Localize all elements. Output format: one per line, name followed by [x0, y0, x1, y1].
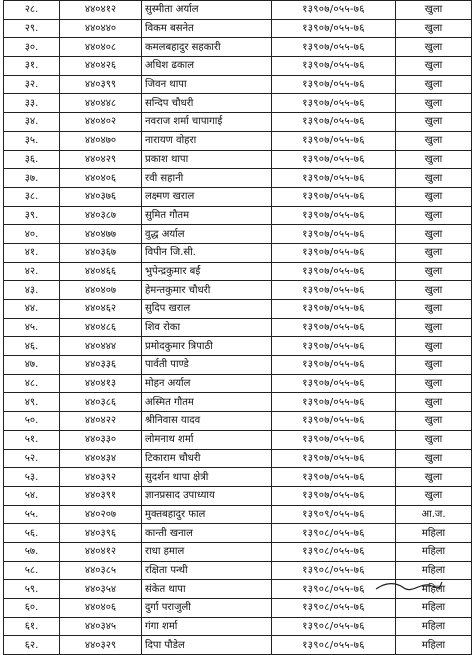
category-cell: खुला [396, 486, 472, 505]
roll-number-cell: ४४०४२६ [60, 57, 142, 76]
roll-number-cell: ४४०४२२ [60, 412, 142, 431]
category-cell: खुला [396, 75, 472, 94]
category-cell: खुला [396, 393, 472, 412]
code-number-cell: १३९०७/०५५-७६ [272, 57, 396, 76]
table-row [4, 131, 472, 150]
results-table-body [4, 1, 472, 655]
roll-number-cell: ४४०४४४ [60, 337, 142, 356]
table-row [4, 300, 472, 319]
code-number-cell: १३९०७/०५५-७६ [272, 262, 396, 281]
candidate-name-cell: टिकाराम चौधरी [142, 449, 272, 468]
candidate-name-cell: दिपा पौडेल [142, 636, 272, 655]
serial-number-cell: ३१. [4, 57, 60, 76]
roll-number-cell: ४४०४८६ [60, 318, 142, 337]
roll-number-cell: ४४०४०६ [60, 169, 142, 188]
roll-number-cell: ४४०४४८ [60, 94, 142, 113]
category-cell: महिला [396, 636, 472, 655]
serial-number-cell: ५२. [4, 449, 60, 468]
roll-number-cell: ४४०४७० [60, 131, 142, 150]
serial-number-cell: ६०. [4, 599, 60, 618]
serial-number-cell: ४२. [4, 262, 60, 281]
serial-number-cell: ४५. [4, 318, 60, 337]
table-row [4, 38, 472, 57]
code-number-cell: १३९०७/०५५-७६ [272, 206, 396, 225]
roll-number-cell: ४४०३९९ [60, 75, 142, 94]
code-number-cell: १३९०७/०५५-७६ [272, 468, 396, 487]
category-cell: खुला [396, 300, 472, 319]
table-row [4, 599, 472, 618]
table-row [4, 19, 472, 38]
roll-number-cell: ४४०४२९ [60, 150, 142, 169]
roll-number-cell: ४४०३५४ [60, 580, 142, 599]
table-row [4, 617, 472, 636]
signature-mark [374, 580, 444, 590]
candidate-name-cell: नारायण वोहरा [142, 131, 272, 150]
category-cell: खुला [396, 19, 472, 38]
serial-number-cell: ३५. [4, 131, 60, 150]
candidate-name-cell: मोहन अर्याल [142, 374, 272, 393]
candidate-name-cell: प्रमोदकुमार त्रिपाठी [142, 337, 272, 356]
serial-number-cell: ३२. [4, 75, 60, 94]
roll-number-cell: ४४०४१२ [60, 1, 142, 20]
candidate-name-cell: नवराज शर्मा चापागाई [142, 113, 272, 132]
table-row [4, 206, 472, 225]
code-number-cell: १३९०७/०५५-७६ [272, 281, 396, 300]
candidate-name-cell: पार्वती पाण्डे [142, 356, 272, 375]
table-row [4, 187, 472, 206]
roll-number-cell: ४४०४१२ [60, 542, 142, 561]
table-row [4, 356, 472, 375]
serial-number-cell: ३०. [4, 38, 60, 57]
roll-number-cell: ४४०४०६ [60, 599, 142, 618]
candidate-name-cell: विकम बसनेत [142, 19, 272, 38]
candidate-name-cell: सुदिप खराल [142, 300, 272, 319]
candidate-name-cell: गंगा शर्मा [142, 617, 272, 636]
candidate-name-cell: ज्ञानप्रसाद उपाध्याय [142, 486, 272, 505]
code-number-cell: १३९०७/०५५-७६ [272, 486, 396, 505]
serial-number-cell: ५६. [4, 524, 60, 543]
table-row [4, 449, 472, 468]
category-cell: खुला [396, 337, 472, 356]
candidate-name-cell: लक्ष्मण खराल [142, 187, 272, 206]
category-cell: आ.ज. [396, 505, 472, 524]
table-row [4, 505, 472, 524]
category-cell: खुला [396, 449, 472, 468]
table-row [4, 94, 472, 113]
candidate-name-cell: भुपेन्द्रकुमार बर्ई [142, 262, 272, 281]
code-number-cell: १३९०७/०५५-७६ [272, 94, 396, 113]
code-number-cell: १३९०७/०५५-७६ [272, 75, 396, 94]
candidate-name-cell: हेमन्तकुमार चौधरी [142, 281, 272, 300]
table-row [4, 1, 472, 20]
code-number-cell: १३९०७/०५५-७६ [272, 412, 396, 431]
table-row [4, 486, 472, 505]
serial-number-cell: ५३. [4, 468, 60, 487]
category-cell: महिला [396, 524, 472, 543]
roll-number-cell: ४४०३२९ [60, 636, 142, 655]
results-table [3, 0, 472, 655]
serial-number-cell: ४०. [4, 225, 60, 244]
roll-number-cell: ४४०३८६ [60, 393, 142, 412]
serial-number-cell: ५४. [4, 486, 60, 505]
code-number-cell: १३९०७/०५५-७६ [272, 430, 396, 449]
code-number-cell: १३९०८/०५५-७६ [272, 542, 396, 561]
roll-number-cell: ४४०३९६ [60, 524, 142, 543]
category-cell: खुला [396, 57, 472, 76]
code-number-cell: १३९०८/०५५-७६ [272, 524, 396, 543]
serial-number-cell: ५१. [4, 430, 60, 449]
candidate-name-cell: राधा हमाल [142, 542, 272, 561]
roll-number-cell: ४४०४०२ [60, 113, 142, 132]
roll-number-cell: ४४०३९१ [60, 486, 142, 505]
candidate-name-cell: अधिश ढकाल [142, 57, 272, 76]
candidate-name-cell: जिवन थापा [142, 75, 272, 94]
roll-number-cell: ४४०४३४ [60, 449, 142, 468]
serial-number-cell: ३९. [4, 206, 60, 225]
table-row [4, 75, 472, 94]
category-cell: खुला [396, 262, 472, 281]
table-row [4, 636, 472, 655]
serial-number-cell: ४१. [4, 243, 60, 262]
serial-number-cell: ३४. [4, 113, 60, 132]
serial-number-cell: ४३. [4, 281, 60, 300]
candidate-name-cell: सुमित गौतम [142, 206, 272, 225]
serial-number-cell: ३३. [4, 94, 60, 113]
serial-number-cell: ५८. [4, 561, 60, 580]
code-number-cell: १३९०७/०५५-७६ [272, 449, 396, 468]
candidate-name-cell: मुक्तबहादुर फाल [142, 505, 272, 524]
serial-number-cell: ५५. [4, 505, 60, 524]
serial-number-cell: ४७. [4, 356, 60, 375]
candidate-name-cell: दुर्गा पराजुली [142, 599, 272, 618]
candidate-name-cell: कमलबहादुर सहकारी [142, 38, 272, 57]
table-row [4, 468, 472, 487]
roll-number-cell: ४४०४१३ [60, 374, 142, 393]
code-number-cell: १३९०७/०५५-७६ [272, 169, 396, 188]
serial-number-cell: ३६. [4, 150, 60, 169]
code-number-cell: १३९०९/०५५-७६ [272, 505, 396, 524]
code-number-cell: १३९०७/०५५-७६ [272, 318, 396, 337]
roll-number-cell: ४४०३८७ [60, 206, 142, 225]
table-row [4, 393, 472, 412]
roll-number-cell: ४४०३९२ [60, 468, 142, 487]
code-number-cell: १३९०८/०५५-७६ [272, 561, 396, 580]
category-cell: महिला [396, 580, 472, 599]
candidate-name-cell: लोमनाथ शर्मा [142, 430, 272, 449]
candidate-name-cell: सुस्मीता अर्याल [142, 1, 272, 20]
candidate-name-cell: शिव रोका [142, 318, 272, 337]
category-cell: खुला [396, 187, 472, 206]
code-number-cell: १३९०७/०५५-७६ [272, 131, 396, 150]
code-number-cell: १३९०७/०५५-७६ [272, 356, 396, 375]
category-cell: खुला [396, 318, 472, 337]
category-cell: खुला [396, 1, 472, 20]
code-number-cell: १३९०८/०५५-७६ [272, 599, 396, 618]
candidate-name-cell: रवी सहानी [142, 169, 272, 188]
category-cell: खुला [396, 430, 472, 449]
roll-number-cell: ४४०३६७ [60, 243, 142, 262]
category-cell: महिला [396, 542, 472, 561]
serial-number-cell: ३७. [4, 169, 60, 188]
table-row [4, 374, 472, 393]
category-cell: महिला [396, 617, 472, 636]
candidate-name-cell: अस्मित गौतम [142, 393, 272, 412]
category-cell: खुला [396, 150, 472, 169]
code-number-cell: १३९०७/०५५-७६ [272, 113, 396, 132]
table-row [4, 542, 472, 561]
table-row [4, 430, 472, 449]
category-cell: महिला [396, 599, 472, 618]
category-cell: खुला [396, 206, 472, 225]
table-row [4, 412, 472, 431]
table-row [4, 57, 472, 76]
roll-number-cell: ४४०२०७ [60, 505, 142, 524]
table-row [4, 561, 472, 580]
code-number-cell: १३९०८/०५५-७६ [272, 617, 396, 636]
table-row [4, 150, 472, 169]
category-cell: खुला [396, 169, 472, 188]
code-number-cell: १३९०७/०५५-७६ [272, 374, 396, 393]
serial-number-cell: ५७. [4, 542, 60, 561]
category-cell: खुला [396, 225, 472, 244]
roll-number-cell: ४४०३४५ [60, 617, 142, 636]
category-cell: खुला [396, 94, 472, 113]
candidate-name-cell: सन्दिप चौधरी [142, 94, 272, 113]
category-cell: खुला [396, 113, 472, 132]
table-row [4, 169, 472, 188]
table-row [4, 262, 472, 281]
roll-number-cell: ४४०३३० [60, 430, 142, 449]
serial-number-cell: ५०. [4, 412, 60, 431]
candidate-name-cell: संकेत थापा [142, 580, 272, 599]
serial-number-cell: २९. [4, 19, 60, 38]
category-cell: महिला [396, 561, 472, 580]
roll-number-cell: ४४०४६२ [60, 300, 142, 319]
serial-number-cell: ६२. [4, 636, 60, 655]
code-number-cell: १३९०७/०५५-७६ [272, 243, 396, 262]
candidate-name-cell: वुद्ध अर्याल [142, 225, 272, 244]
table-row [4, 318, 472, 337]
code-number-cell: १३९०७/०५५-७६ [272, 337, 396, 356]
candidate-name-cell: सुदर्शन थापा क्षेत्री [142, 468, 272, 487]
category-cell: खुला [396, 412, 472, 431]
roll-number-cell: ४४०४६६ [60, 262, 142, 281]
serial-number-cell: ४४. [4, 300, 60, 319]
table-row [4, 113, 472, 132]
table-row [4, 243, 472, 262]
roll-number-cell: ४४०४०७ [60, 281, 142, 300]
serial-number-cell: ६१. [4, 617, 60, 636]
code-number-cell: १३९०७/०५५-७६ [272, 300, 396, 319]
roll-number-cell: ४४०४७७ [60, 225, 142, 244]
candidate-name-cell: श्रीनिवास यादव [142, 412, 272, 431]
candidate-name-cell: विपीन जि.सी. [142, 243, 272, 262]
code-number-cell: १३९०८/०५५-७६ [272, 636, 396, 655]
category-cell: खुला [396, 356, 472, 375]
table-row [4, 337, 472, 356]
table-row [4, 281, 472, 300]
serial-number-cell: ४९. [4, 393, 60, 412]
category-cell: खुला [396, 243, 472, 262]
code-number-cell: १३९०७/०५५-७६ [272, 1, 396, 20]
category-cell: खुला [396, 468, 472, 487]
serial-number-cell: ४८. [4, 374, 60, 393]
roll-number-cell: ४४०३७६ [60, 187, 142, 206]
category-cell: खुला [396, 281, 472, 300]
code-number-cell: १३९०७/०५५-७६ [272, 38, 396, 57]
code-number-cell: १३९०७/०५५-७६ [272, 225, 396, 244]
table-row [4, 524, 472, 543]
serial-number-cell: ३८. [4, 187, 60, 206]
serial-number-cell: ५९. [4, 580, 60, 599]
candidate-name-cell: कान्ती खनाल [142, 524, 272, 543]
table-row [4, 225, 472, 244]
code-number-cell: १३९०७/०५५-७६ [272, 187, 396, 206]
code-number-cell: १३९०७/०५५-७६ [272, 393, 396, 412]
code-number-cell: १३९०८/०५५-७६ [272, 580, 396, 599]
roll-number-cell: ४४०४४० [60, 19, 142, 38]
serial-number-cell: ४६. [4, 337, 60, 356]
category-cell: खुला [396, 38, 472, 57]
roll-number-cell: ४४०३८५ [60, 561, 142, 580]
results-sheet [3, 0, 471, 651]
code-number-cell: १३९०७/०५५-७६ [272, 150, 396, 169]
roll-number-cell: ४४०३३६ [60, 356, 142, 375]
code-number-cell: १३९०७/०५५-७६ [272, 19, 396, 38]
category-cell: खुला [396, 131, 472, 150]
category-cell: खुला [396, 374, 472, 393]
serial-number-cell: २८. [4, 1, 60, 20]
roll-number-cell: ४४०४०८ [60, 38, 142, 57]
candidate-name-cell: रक्षिता पन्थी [142, 561, 272, 580]
candidate-name-cell: प्रकाश थापा [142, 150, 272, 169]
